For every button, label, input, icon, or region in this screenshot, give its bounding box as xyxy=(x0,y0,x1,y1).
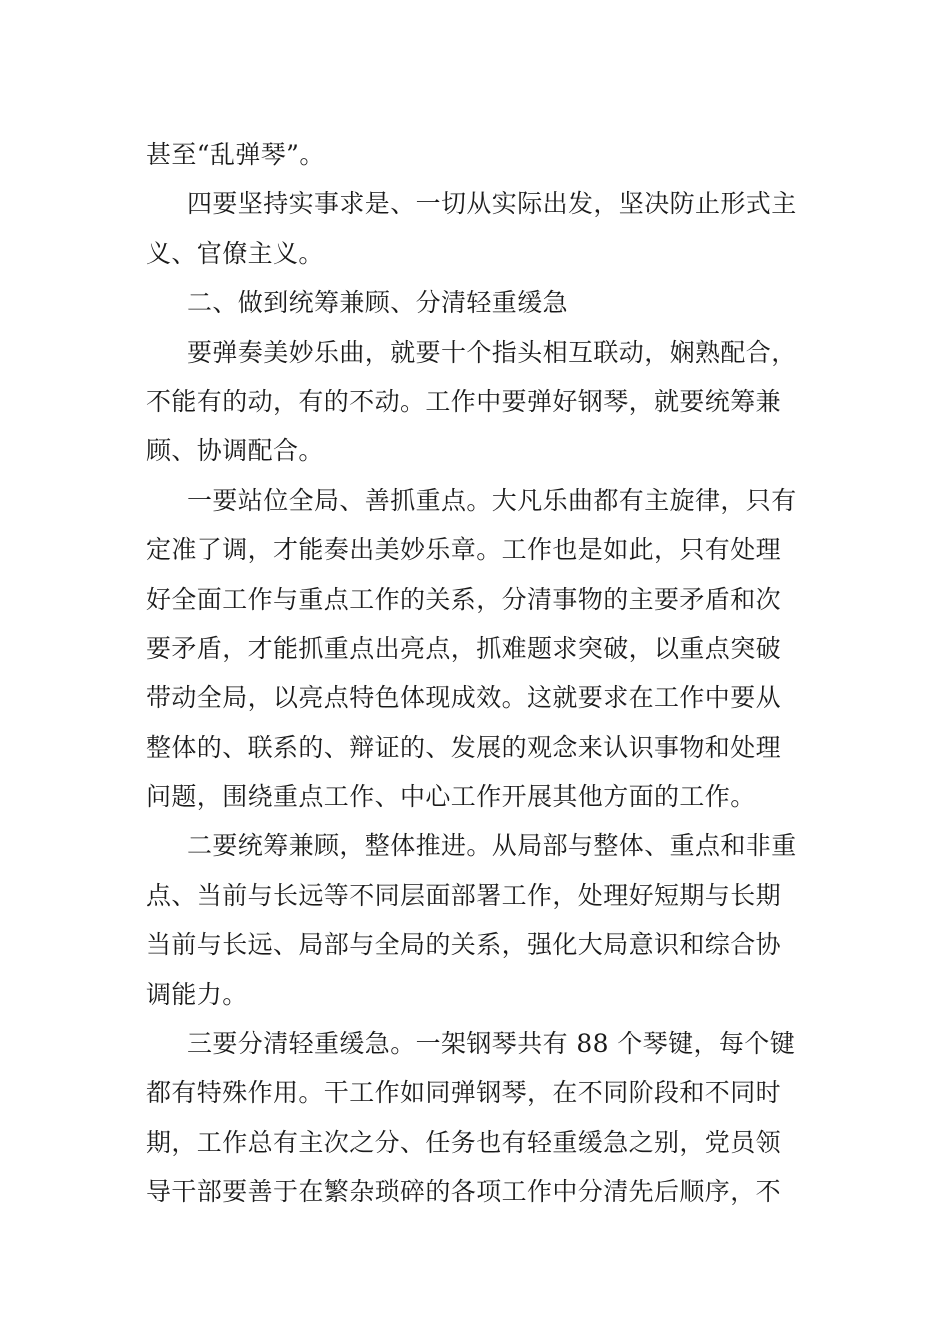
text-line: 点、当前与长远等不同层面部署工作，处理好短期与长期 xyxy=(146,880,782,910)
text-line: 导干部要善于在繁杂琐碎的各项工作中分清先后顺序，不 xyxy=(146,1177,782,1207)
text-line: 好全面工作与重点工作的关系，分清事物的主要矛盾和次 xyxy=(146,584,782,614)
text-line: 要弹奏美妙乐曲，就要十个指头相互联动，娴熟配合， xyxy=(187,337,797,367)
text-line: 甚至“乱弹琴”。 xyxy=(146,140,325,169)
text-line: 要矛盾，才能抓重点出亮点，抓难题求突破，以重点突破 xyxy=(146,633,782,663)
text-line: 调能力。 xyxy=(146,979,248,1009)
text-line: 三要分清轻重缓急。一架钢琴共有 88 个琴键，每个键 xyxy=(187,1029,796,1059)
text-line: 二要统筹兼顾，整体推进。从局部与整体、重点和非重 xyxy=(187,831,797,861)
text-line: 不能有的动，有的不动。工作中要弹好钢琴，就要统筹兼 xyxy=(146,386,782,416)
text-line: 定准了调，才能奏出美妙乐章。工作也是如此，只有处理 xyxy=(146,535,782,565)
text-line: 都有特殊作用。干工作如同弹钢琴，在不同阶段和不同时 xyxy=(146,1078,782,1108)
text-line: 顾、协调配合。 xyxy=(146,436,324,466)
body-text xyxy=(146,130,810,1217)
text-line: 一要站位全局、善抓重点。大凡乐曲都有主旋律，只有 xyxy=(187,485,797,515)
text-line: 带动全局，以亮点特色体现成效。这就要求在工作中要从 xyxy=(146,683,782,713)
section-heading: 二、做到统筹兼顾、分清轻重缓急 xyxy=(187,288,569,318)
text-line: 当前与长远、局部与全局的关系，强化大局意识和综合协 xyxy=(146,930,782,960)
text-line: 问题，围绕重点工作、中心工作开展其他方面的工作。 xyxy=(146,782,756,812)
text-line: 期，工作总有主次之分、任务也有轻重缓急之别，党员领 xyxy=(146,1127,782,1157)
text-line: 四要坚持实事求是、一切从实际出发，坚决防止形式主 xyxy=(187,189,797,219)
text-line: 整体的、联系的、辩证的、发展的观念来认识事物和处理 xyxy=(146,732,782,762)
text-line: 义、官僚主义。 xyxy=(146,238,324,268)
